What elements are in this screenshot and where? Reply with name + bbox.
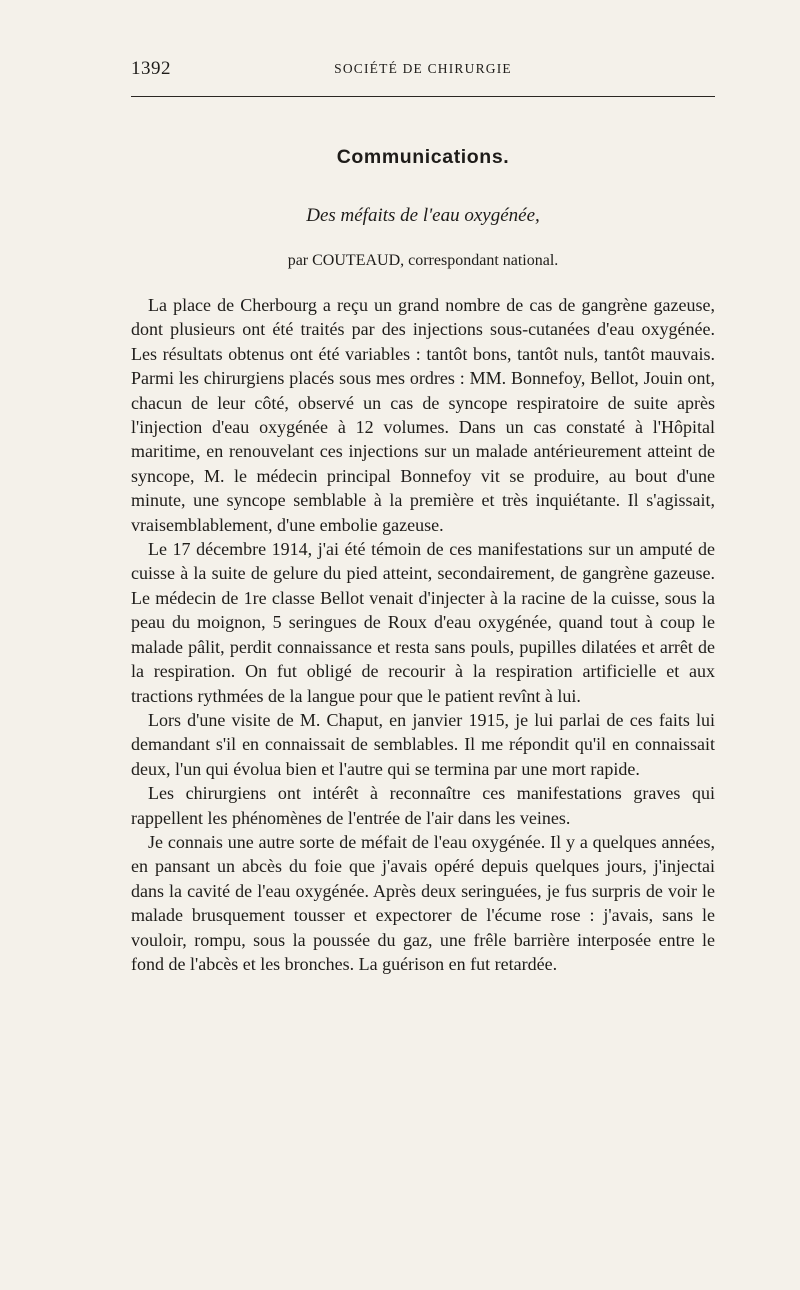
paragraph: Le 17 décembre 1914, j'ai été témoin de ces manifestations sur un amputé de cuisse à la suite de gelure du pied atteint, secondairement, de gangrène gazeuse. Le médecin de 1re classe Bellot venait d'injecter à la racine de la cuisse, sous la peau du moignon, 5 seringues de Roux d'eau oxygénée, quand tout à coup le malade pâlit, perdit connaissance et resta sans pouls, pupilles dilatées et arrêt de la respiration. On fut obligé de recourir à la respiration artificielle et aux tractions rythmées de la langue pour que le patient revînt à lui. <box>131 539 715 706</box>
running-head <box>131 58 715 84</box>
paragraph: Les chirurgiens ont intérêt à reconnaître ces manifestations graves qui rappellent les phénomènes de l'entrée de l'air dans les veines. <box>131 783 715 828</box>
article-body <box>131 293 715 976</box>
paragraph: Je connais une autre sorte de méfait de l'eau oxygénée. Il y a quelques années, en pansant un abcès du foie que j'avais opéré depuis quelques jours, j'injectai dans la cavité de l'eau oxygénée. Après deux seringuées, je fus surpris de voir le malade brusquement tousser et expectorer de l'écume rose : j'avais, sans le vouloir, rompu, sous la poussée du gaz, une frêle barrière interposée entre le fond de l'abcès et les bronches. La guérison en fut retardée. <box>131 831 715 974</box>
paragraph: La place de Cherbourg a reçu un grand nombre de cas de gangrène gazeuse, dont plusieurs ont été traités par des injections sous-cutanées d'eau oxygénée. Les résultats obtenus ont été variables : tantôt bons, tantôt nuls, tantôt mauvais. Parmi les chirurgiens placés sous mes ordres : MM. Bonnefoy, Bellot, Jouin ont, chacun de leur côté, observé un cas de syncope respiratoire de suite après l'injection d'eau oxygénée à 12 volumes. Dans un cas constaté à l'Hôpital maritime, en renouvelant ces injections sur un malade antérieurement atteint de syncope, M. le médecin principal Bonnefoy vit se produire, au bout d'une minute, une syncope semblable à la première et très inquiétante. Il s'agissait, vraisemblablement, d'une embolie gazeuse. <box>131 295 715 535</box>
page-number: 1392 <box>131 58 171 79</box>
section-heading: Communications. <box>336 146 510 168</box>
article-title: Des méfaits de l'eau oxygénée, <box>306 205 540 226</box>
header-rule <box>131 96 715 97</box>
paragraph: Lors d'une visite de M. Chaput, en janvier 1915, je lui parlai de ces faits lui demandant s'il en connaissait de semblables. Il me répondit qu'il en connaissait deux, l'un qui évolua bien et l'autre qui se termina par une mort rapide. <box>131 709 715 779</box>
article-byline: par COUTEAUD, correspondant national. <box>287 252 559 269</box>
journal-title: SOCIÉTÉ DE CHIRURGIE <box>334 61 512 76</box>
